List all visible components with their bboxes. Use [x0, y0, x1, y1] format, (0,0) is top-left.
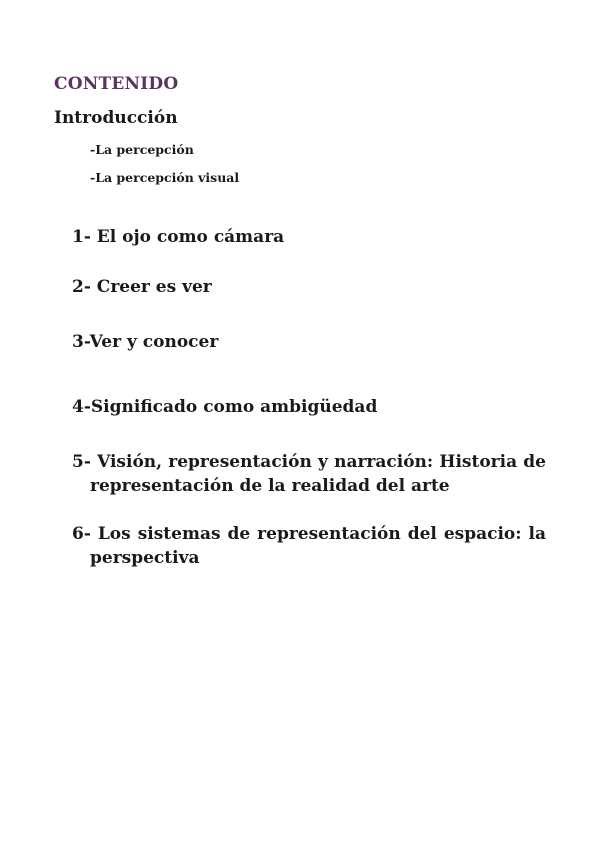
- introduction-title: Introducción: [54, 108, 178, 128]
- contents-item: 4-Significado como ambigüedad: [72, 397, 378, 417]
- contents-heading: CONTENIDO: [54, 74, 179, 94]
- contents-item: 3-Ver y conocer: [72, 332, 219, 352]
- contents-item: 5- Visión, representación y narración: Historia de representación de la realidad del arte: [72, 452, 546, 496]
- contents-item: 6- Los sistemas de representación del espacio: la perspectiva: [72, 524, 546, 568]
- contents-item: 1- El ojo como cámara: [72, 227, 285, 247]
- contents-item: 2- Creer es ver: [72, 277, 212, 297]
- introduction-subitem: -La percepción visual: [90, 170, 240, 185]
- introduction-subitem: -La percepción: [90, 142, 194, 157]
